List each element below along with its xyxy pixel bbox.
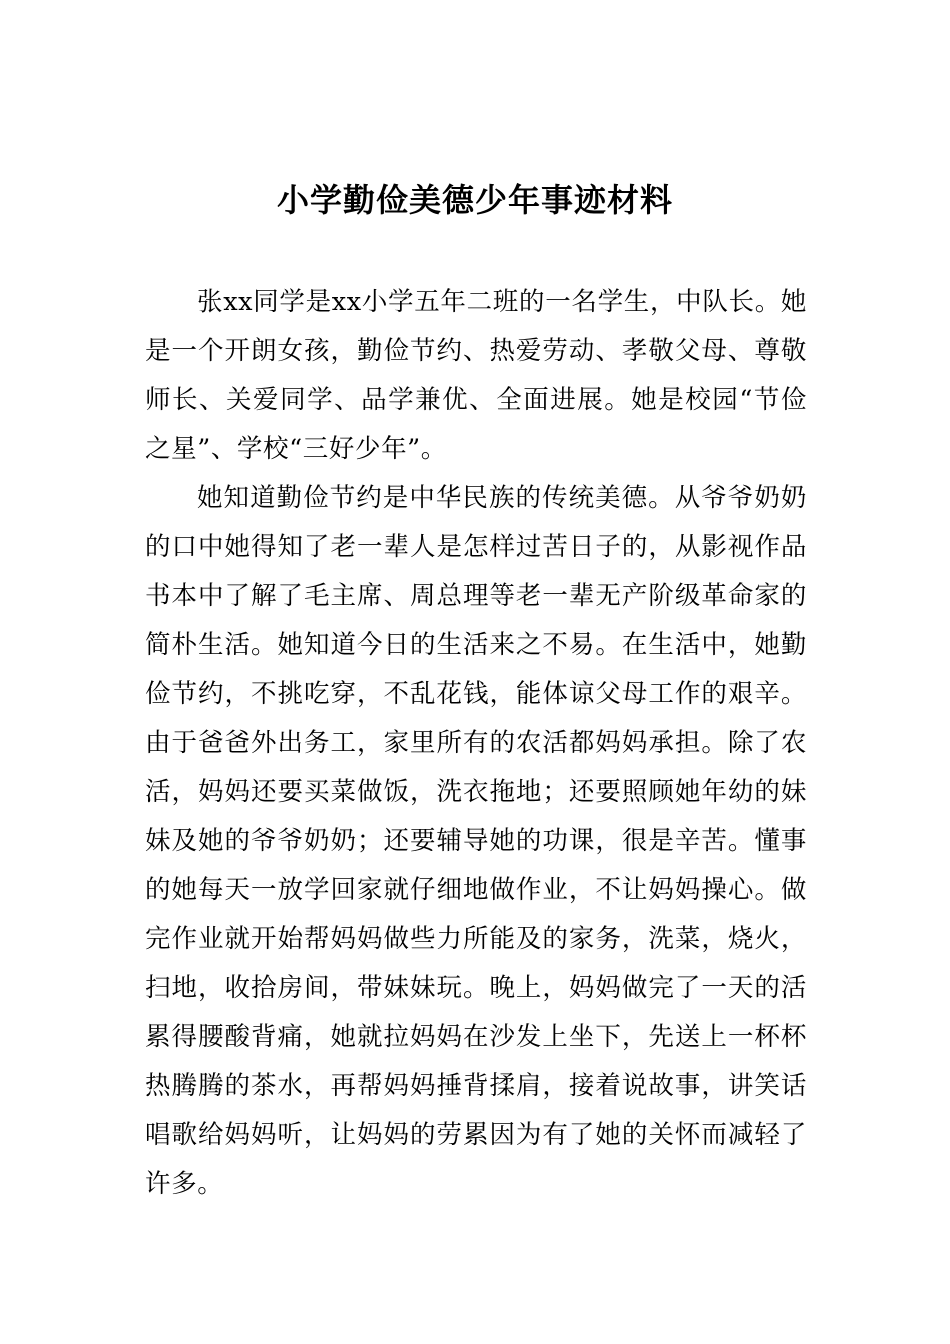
document-title: 小学勤俭美德少年事迹材料	[276, 181, 673, 219]
paragraph-frugality: 她知道勤俭节约是中华民族的传统美德。从爷爷奶奶的口中她得知了老一辈人是怎样过苦日子的，从影视作品书本中了解了毛主席、周总理等老一辈无产阶级革命家的简朴生活。她知道今日的生活来之不易。在生活中，她勤俭节约，不挑吃穿，不乱花钱，能体谅父母工作的艰辛。由于爸爸外出务工，家里所有的农活都妈妈承担。除了农活，妈妈还要买菜做饭，洗衣拖地；还要照顾她年幼的妹妹及她的爷爷奶奶；还要辅导她的功课，很是辛苦。懂事的她每天一放学回家就仔细地做作业，不让妈妈操心。做完作业就开始帮妈妈做些力所能及的家务，洗菜，烧火，扫地，收拾房间，带妹妹玩。晚上，妈妈做完了一天的活累得腰酸背痛，她就拉妈妈在沙发上坐下，先送上一杯杯热腾腾的茶水，再帮妈妈捶背揉肩，接着说故事，讲笑话唱歌给妈妈听，让妈妈的劳累因为有了她的关怀而减轻了许多。	[145, 483, 807, 1199]
document-body	[145, 278, 807, 1209]
paragraph-intro: 张xx同学是xx小学五年二班的一名学生，中队长。她是一个开朗女孩，勤俭节约、热爱劳动、孝敬父母、尊敬师长、关爱同学、品学兼优、全面进展。她是校园“节俭之星”、学校“三好少年”。	[145, 287, 807, 464]
